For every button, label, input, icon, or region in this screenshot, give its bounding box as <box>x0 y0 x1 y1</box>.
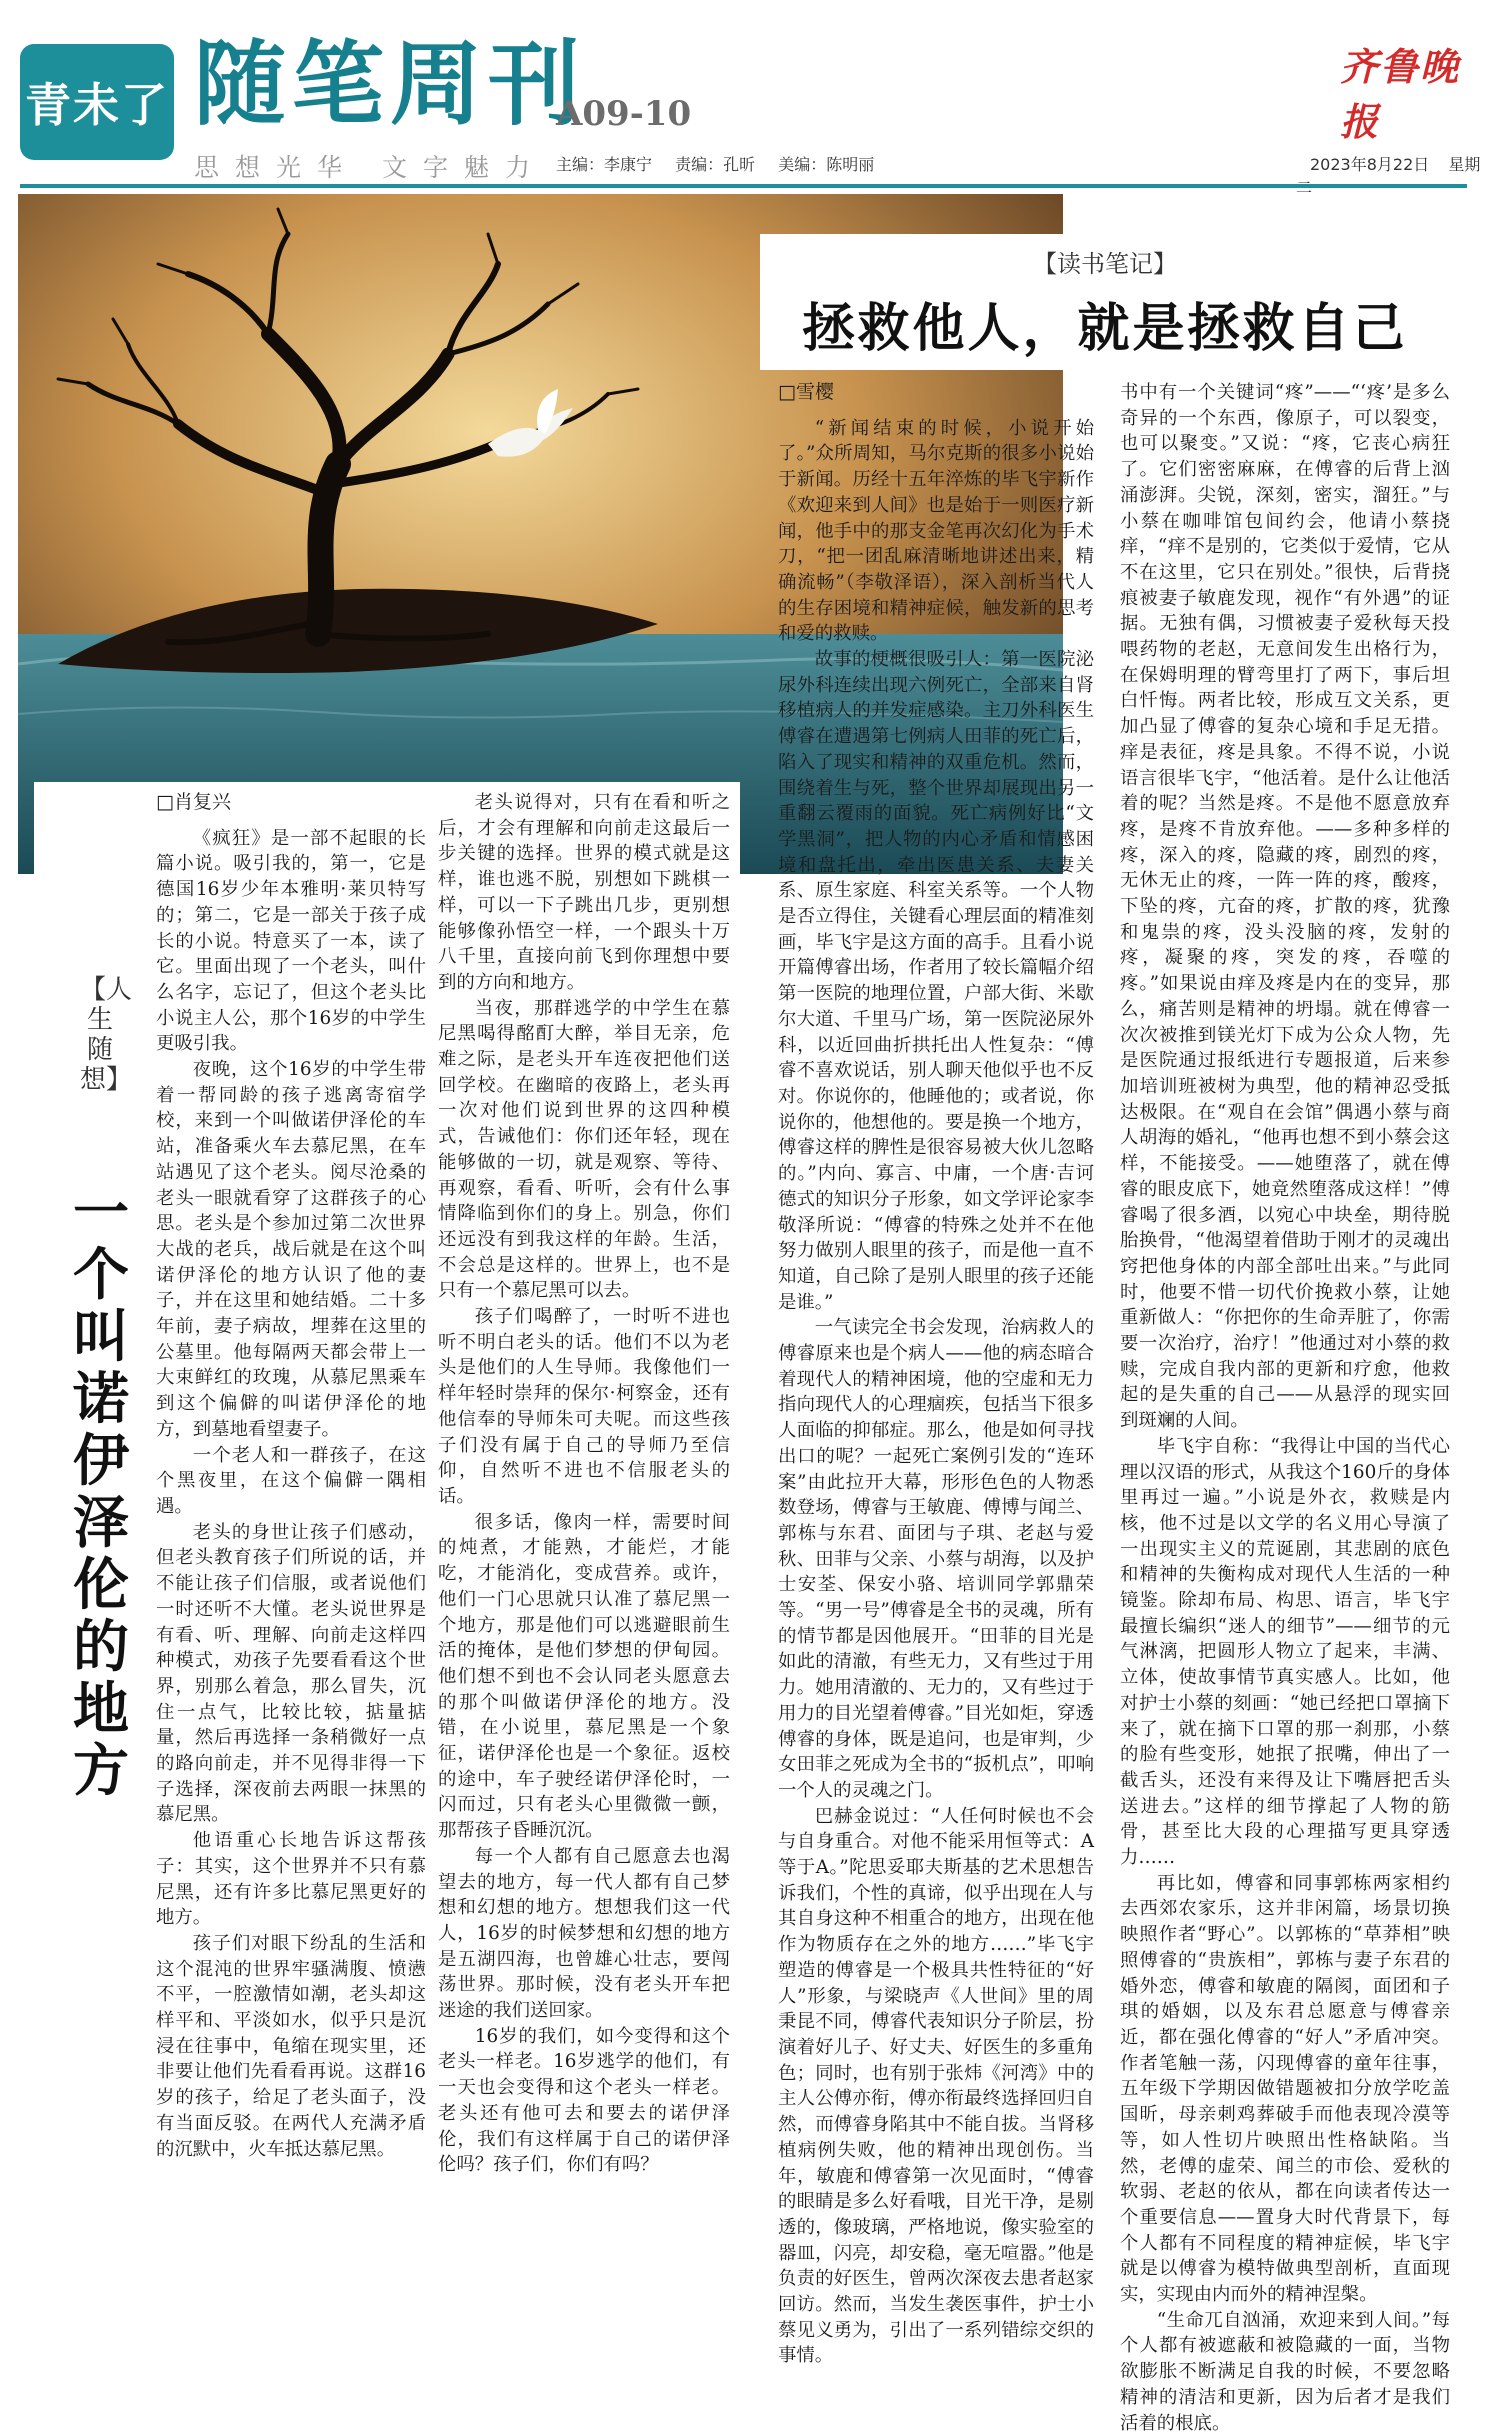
article-left-paragraph: 16岁的我们，如今变得和这个老头一样老。16岁逃学的他们，有一天也会变得和这个老头一样老。老头还有他可去和要去的诺伊泽伦，我们有这样属于自己的诺伊泽伦吗？孩子们，你们有吗？ <box>438 2025 730 2176</box>
article-left-tag-text: 【人生随想】 <box>80 975 133 1095</box>
article-left-paragraph: 他语重心长地告诉这帮孩子：其实，这个世界并不只有慕尼黑，还有许多比慕尼黑更好的地方。 <box>156 1830 426 1929</box>
chief-editor: 主编：李康宁 <box>556 155 653 174</box>
article-left-title <box>66 1182 136 1802</box>
article-right-paragraph: “新闻结束的时候，小说开始了。”众所周知，马尔克斯的很多小说始于新闻。历经十五年淬炼的毕飞宇新作《欢迎来到人间》也是始于一则医疗新闻，他手中的那支金笔再次幻化为手术刀，“把一团乱麻清晰地讲述出来，精确流畅”（李敬泽语），深入剖析当代人的生存困境和精神症候，触发新的思考和爱的救赎。 <box>778 417 1094 645</box>
issue-date <box>1296 152 1487 198</box>
article-left-paragraph: 孩子们喝醉了，一时听不进也听不明白老头的话。他们不以为老头是他们的人生导师。我像他们一样年轻时崇拜的保尔·柯察金，还有他信奉的导师朱可夫呢。而这些孩子们没有属于自己的导师乃至信仰，自然听不进也不信服老头的话。 <box>438 1306 730 1507</box>
newspaper-logo: 齐鲁晚报 <box>1340 44 1461 144</box>
article-left-paragraph: 老头说得对，只有在看和听之后，才会有理解和向前走这最后一步关键的选择。世界的模式就是这样，谁也逃不脱，别想如下跳棋一样，可以一下子跳出几步，更别想能够像孙悟空一样，一个跟头十万八千里，直接向前飞到你理想中要到的方向和地方。 <box>438 792 730 993</box>
column-logo <box>20 44 174 160</box>
article-left-tag <box>80 975 133 1095</box>
weekday-text: 星期 <box>1448 155 1481 174</box>
article-left-paragraph: 每一个人都有自己愿意去也渴望去的地方，每一代人都有自己梦想和幻想的地方。想想我们这一代人，16岁的时候梦想和幻想的地方是五湖四海，也曾雄心壮志，要闯荡世界。那时候，没有老头开车把迷途的我们送回家。 <box>438 1845 730 2022</box>
editor-credits <box>556 152 892 175</box>
article-right-column-2 <box>1120 380 1450 2434</box>
date-text: 2023年8月22日 <box>1310 155 1430 174</box>
article-left-paragraph: 老头的身世让孩子们感动，但老头教育孩子们所说的话，并不能让孩子们信服，或者说他们一时还听不大懂。老头说世界是有看、听、理解、向前走这样四种模式，劝孩子先要看看这个世界，别那么着急，那么冒失，沉住一点气，比较比较，掂量掂量，然后再选择一条稍微好一点的路向前走，并不见得非得一下子选择，深夜前去两眼一抹黑的慕尼黑。 <box>156 1521 426 1826</box>
section-title: 随笔周刊 <box>194 31 587 138</box>
article-left-paragraph: 很多话，像肉一样，需要时间的炖煮，才能熟，才能烂，才能吃，才能消化，变成营养。或许，他们一门心思就只认准了慕尼黑一个地方，那是他们可以逃避眼前生活的掩体，是他们梦想的伊甸园。他们想不到也不会认同老头愿意去的那个叫做诺伊泽伦的地方。没错，在小说里，慕尼黑是一个象征，诺伊泽伦也是一个象征。返校的途中，车子驶经诺伊泽伦时，一闪而过，只有老头心里微微一颤，那帮孩子昏睡沉沉。 <box>438 1511 730 1842</box>
article-left-title-text: 一个叫诺伊泽伦的地方 <box>73 1180 129 1804</box>
article-right-paragraph: 故事的梗概很吸引人：第一医院泌尿外科连续出现六例死亡，全部来自肾移植病人的并发症感染。主刀外科医生傅睿在遭遇第七例病人田菲的死亡后，陷入了现实和精神的双重危机。然而，围绕着生与死，整个世界却展现出另一重翻云覆雨的面貌。死亡病例好比“文学黑洞”，把人物的内心矛盾和情感困境和盘托出，牵出医患关系、夫妻关系、原生家庭、科室关系等。一个人物是否立得住，关键看心理层面的精准刻画，毕飞宇是这方面的高手。且看小说开篇傅睿出场，作者用了较长篇幅介绍第一医院的地理位置，户部大街、米歇尔大道、千里马广场，第一医院泌尿外科，以近回曲折拱托出人性复杂：“傅睿不喜欢说话，别人聊天他似乎也不反对。你说你的，他睡他的；或者说，你说你的，他想他的。要是换一个地方，傅睿这样的脾性是很容易被大伙儿忽略的。”内向、寡言、中庸，一个唐·吉诃德式的知识分子形象，如文学评论家李敬泽所说：“傅睿的特殊之处并不在他努力做别人眼里的孩子，而是他一直不知道，自己除了是别人眼里的孩子还能是谁。” <box>778 649 1094 1313</box>
logo-text: 青未了 <box>25 78 169 132</box>
article-left-column-1 <box>156 790 426 2170</box>
art-editor: 美编：陈明丽 <box>778 155 875 174</box>
article-right-paragraph: 再比如，傅睿和同事郭栋两家相约去西郊农家乐，这并非闲篇，场景切换映照作者“野心”。以郭栋的“草莽相”映照傅睿的“贵族相”，郭栋与妻子东君的婚外恋，傅睿和敏鹿的隔阂，面团和子琪的婚姻，以及东君总愿意与傅睿亲近，都在强化傅睿的“好人”矛盾冲突。作者笔触一荡，闪现傅睿的童年往事，五年级下学期因做错题被扣分放学吃盖国昕，母亲刺鸡葬破手而他表现冷漠等等，如人性切片映照出性格缺陷。当然，老傅的虚荣、闻兰的市侩、爱秋的软弱、老赵的依从，都在向读者传达一个重要信息——置身大时代背景下，每个人都有不同程度的精神症候，毕飞宇就是以傅睿为模特做典型剖析，直面现实，实现由内而外的精神涅槃。 <box>1120 1872 1450 2306</box>
duty-editor: 责编：孔昕 <box>675 155 756 174</box>
article-right-title: 拯救他人，就是拯救自己 <box>802 298 1408 359</box>
article-right-paragraph: 巴赫金说过：“人任何时候也不会与自身重合。对他不能采用恒等式：A等于A。”陀思妥耶夫斯基的艺术思想告诉我们，个性的真谛，似乎出现在人与其自身这种不相重合的地方，出现在他作为物质存在之外的地方……”毕飞宇塑造的傅睿是一个极具共性特征的“好人”形象，与梁晓声《人世间》里的周秉昆不同，傅睿代表知识分子阶层，扮演着好儿子、好丈夫、好医生的多重角色；同时，也有别于张炜《河湾》中的主人公傅亦衔，傅亦衔最终选择回归自然，而傅睿身陷其中不能自拔。当肾移植病例失败，他的精神出现创伤。当年，敏鹿和傅睿第一次见面时，“傅睿的眼睛是多么好看哦，目光干净，是剔透的，像玻璃，严格地说，像实验室的器皿，闪亮，却安稳，毫无喧嚣。”他是负责的好医生，曾两次深夜去患者赵家回访。然而，当发生袭医事件，护士小蔡见义勇为，引出了一系列错综交织的事情。 <box>778 1805 1094 2367</box>
article-right-paragraph: 一气读完全书会发现，治病救人的傅睿原来也是个病人——他的病态暗合着现代人的精神困境，他的空虚和无力指向现代人的心理痼疾，包括当下很多人面临的抑郁症。那么，他是如何寻找出口的呢？一起死亡案例引发的“连环案”由此拉开大幕，形形色色的人物悉数登场，傅睿与王敏鹿、傅博与闻兰、郭栋与东君、面团与子琪、老赵与爱秋、田菲与父亲、小蔡与胡海，以及护士安荃、保安小骆、培训同学郭鼎荣等。“男一号”傅睿是全书的灵魂，所有的情节都是因他展开。“田菲的目光是如此的清澈，有些无力，又有些过于用力。她用清澈的、无力的，又有些过于用力的目光望着傅睿。”目光如炬，穿透傅睿的身体，既是追问，也是审判，少女田菲之死成为全书的“扳机点”，叩响一个人的灵魂之门。 <box>778 1317 1094 1801</box>
article-left-paragraph: 夜晚，这个16岁的中学生带着一帮同龄的孩子逃离寄宿学校，来到一个叫做诺伊泽伦的车站，准备乘火车去慕尼黑，在车站遇见了这个老头。阅尽沧桑的老头一眼就看穿了这群孩子的心思。老头是个参加过第二次世界大战的老兵，战后就是在这个叫诺伊泽伦的地方认识了他的妻子，并在这里和她结婚。二十多年前，妻子病故，埋葬在这里的公墓里。他每隔两天都会带上一大束鲜红的玫瑰，从慕尼黑乘车到这个偏僻的叫诺伊泽伦的地方，到墓地看望妻子。 <box>156 1059 426 1440</box>
article-right-paragraph: “生命兀自汹涌，欢迎来到人间。”每个人都有被遮蔽和被隐藏的一面，当物欲膨胀不断满足自我的时候，不要忽略精神的清洁和更新，因为后者才是我们活着的根底。 <box>1120 2309 1450 2434</box>
article-left-paragraph: 《疯狂》是一部不起眼的长篇小说。吸引我的，第一，它是德国16岁少年本雅明·莱贝特写的；第二，它是一部关于孩子成长的小说。特意买了一本，读了它。里面出现了一个老头，叫什么名字，忘记了，但这个老头比小说主人公，那个16岁的中学生更吸引我。 <box>156 827 426 1055</box>
article-right-column-1 <box>778 380 1094 2367</box>
section-slogan: 思想光华 文字魅力 <box>194 153 546 182</box>
article-left-column-2 <box>438 790 730 2176</box>
article-right-paragraph: 毕飞宇自称：“我得让中国的当代心理以汉语的形式，从我这个160斤的身体里再过一遍。”小说是外衣，救赎是内核，他不过是以文学的名义用心导演了一出现实主义的荒诞剧，其悲剧的底色和精神的失衡构成对现代人生活的一种镜鉴。除却布局、构思、语言，毕飞宇最擅长编织“迷人的细节”——细节的元气淋漓，把圆形人物立了起来，丰满、立体，使故事情节真实感人。比如，他对护士小蔡的刻画：“她已经把口罩摘下来了，就在摘下口罩的那一刹那，小蔡的脸有些变形，她抿了抿嘴，伸出了一截舌头，还没有来得及让下嘴唇把舌头送进去。”这样的细节撑起了人物的筋骨，甚至比大段的心理描写更具穿透力…… <box>1120 1435 1450 1869</box>
article-left-paragraph: 孩子们对眼下纷乱的生活和这个混沌的世界牢骚满腹、愤懑不平，一腔激情如潮，老头却这样平和、平淡如水，似乎只是沉浸在往事中，龟缩在现实里，还非要让他们先看看再说。这群16岁的孩子，给足了老头面子，没有当面反驳。在两代人充满矛盾的沉默中，火车抵达慕尼黑。 <box>156 1932 426 2160</box>
masthead-rule <box>20 184 1467 188</box>
article-right-tag: 【读书笔记】 <box>1033 250 1177 278</box>
article-left-paragraph: 一个老人和一群孩子，在这个黑夜里，在这个偏僻一隅相遇。 <box>156 1444 426 1517</box>
article-left-byline: □肖复兴 <box>156 791 231 813</box>
article-left-paragraph: 当夜，那群逃学的中学生在慕尼黑喝得酩酊大醉，举目无亲，危难之际，是老头开车连夜把他们送回学校。在幽暗的夜路上，老头再一次对他们说到世界的这四种模式，告诫他们：你们还年轻，现在能够做的一切，就是观察、等待、再观察，看看、听听，会有什么事情降临到你们的身上。别急，你们还远没有到我这样的年龄。生活，不会总是这样的。世界上，也不是只有一个慕尼黑可以去。 <box>438 997 730 1302</box>
article-right-paragraph: 书中有一个关键词“疼”——“‘疼’是多么奇异的一个东西，像原子，可以裂变，也可以聚变。”又说：“疼，它丧心病狂了。它们密密麻麻，在傅睿的后背上汹涌澎湃。尖锐，深刻，密实，溜狂。”与小蔡在咖啡馆包间约会，他请小蔡挠痒，“痒不是别的，它类似于爱情，它从不在这里，它只在别处。”很快，后背挠痕被妻子敏鹿发现，视作“有外遇”的证据。无独有偶，习惯被妻子爱秋每天投喂药物的老赵，无意间发生出格行为，在保姆明理的臂弯里打了两下，事后坦白忏悔。两者比较，形成互文关系，更加凸显了傅睿的复杂心境和手足无措。痒是表征，疼是具象。不得不说，小说语言很毕飞宇，“他活着。是什么让他活着的呢？当然是疼。不是他不愿意放弃疼，是疼不肯放弃他。——多种多样的疼，深入的疼，隐藏的疼，剧烈的疼，无休无止的疼，一阵一阵的疼，酸疼，下坠的疼，亢奋的疼，扩散的疼，犹豫和鬼祟的疼，没头没脑的疼，发射的疼，凝聚的疼，突发的疼，吞噬的疼。”如果说由痒及疼是内在的变异，那么，痛苦则是精神的坍塌。就在傅睿一次次被推到镁光灯下成为公众人物，先是医院通过报纸进行专题报道，后来参加培训班被树为典型，他的精神忍受抵达极限。在“观自在会馆”偶遇小蔡与商人胡海的婚礼，“他再也想不到小蔡会这样，不能接受。——她堕落了，就在傅睿的眼皮底下，她竟然堕落成这样！”傅睿喝了很多酒，以宛心中块垒，期待脱胎换骨，“他渴望着借助于刚才的灵魂出窍把他身体的内部全部吐出来。”与此同时，他要不惜一切代价挽救小蔡，让她重新做人：“你把你的生命弄脏了，你需要一次治疗，治疗！”他通过对小蔡的救赎，完成自我内部的更新和疗愈，他救起的是失重的自己——从悬浮的现实回到斑斓的人间。 <box>1120 382 1450 1432</box>
edition-number: A09-10 <box>556 94 692 134</box>
article-right-byline: □雪樱 <box>778 381 834 403</box>
